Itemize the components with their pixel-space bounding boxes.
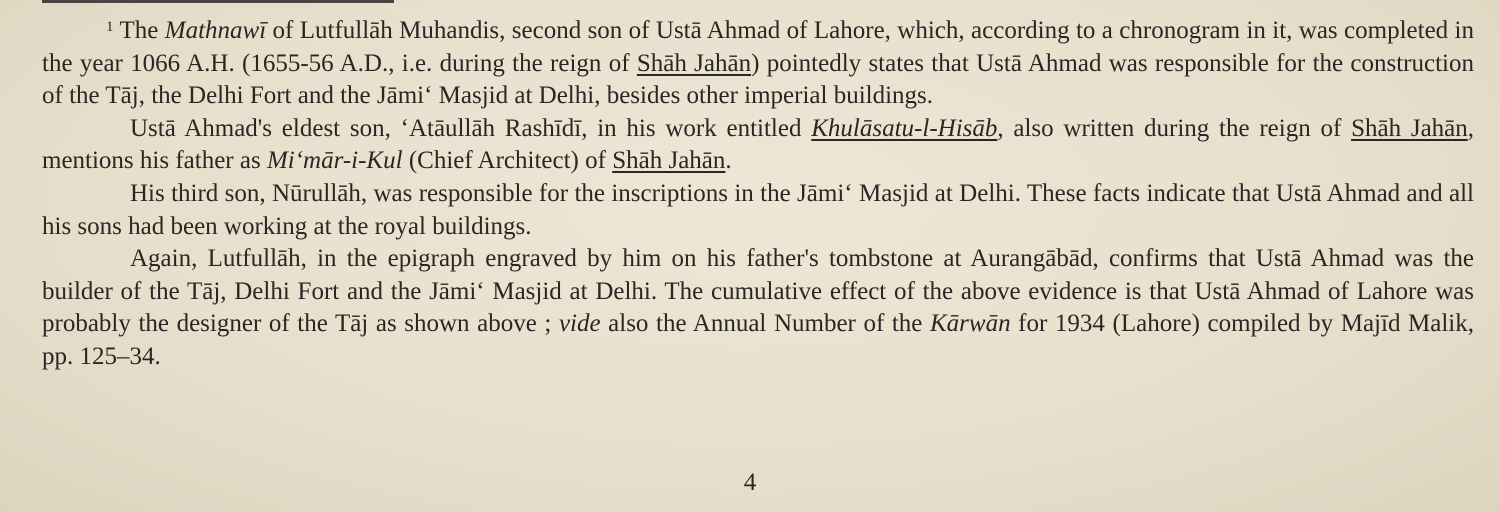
italic-word-vide: vide: [558, 310, 601, 338]
text-run: also the Annual Number of the: [600, 310, 930, 338]
page-number: 4: [743, 469, 757, 496]
footnote-paragraph-2: [42, 113, 1474, 178]
italic-title-mimar: Mi‘mār-i-Kul: [266, 147, 403, 175]
footnote-separator-rule: [42, 0, 394, 3]
underlined-name: Shāh Jahān: [636, 49, 752, 77]
footnote-marker: 1: [106, 19, 114, 35]
footnote-block: [42, 15, 1474, 374]
text-run: The: [119, 17, 165, 44]
text-run: Ustā Ahmad's eldest son, ‘Atāullāh Rashīdī, in his work entitled: [130, 114, 812, 142]
underlined-name: Shāh Jahān: [612, 147, 726, 175]
text-run: .: [725, 147, 732, 175]
footnote-paragraph-1: [42, 15, 1474, 113]
text-run: Again, Lutfullāh, in the epigraph engraved by him on his father's tombstone at Aurangābād, confirms that Ustā Ahmad was the builder of the Tāj, Delhi Fort and the Jāmi‘ Masjid at Delhi. The cumulative effect of the above evidence is that Ustā Ahmad of Lahore was probably the designer of the Tāj as shown above ;: [42, 245, 1474, 338]
text-run: ) pointedly states that Ustā Ahmad was responsible for the construction of the Tāj, the Delhi Fort and the Jāmi‘ Masjid at Delhi, besides other imperial buildings.: [42, 49, 1474, 110]
italic-title-karwan: Kārwān: [930, 310, 1011, 338]
text-run: , mentions his father as: [42, 114, 1475, 175]
italic-title-khulasatu: Khulāsatu-l-Hisāb: [811, 114, 998, 142]
footnote-paragraph-3: [42, 178, 1474, 243]
text-run: (Chief Architect) of: [402, 147, 613, 175]
text-run: , also written during the reign of: [997, 114, 1352, 142]
italic-title-mathnawi: Mathnawī: [164, 17, 267, 44]
footnote-paragraph-4: [42, 243, 1474, 373]
underlined-name: Shāh Jahān: [1351, 114, 1468, 142]
text-run: for 1934 (Lahore) compiled by Majīd Malik, pp. 125–34.: [42, 310, 1474, 370]
text-run: His third son, Nūrullāh, was responsible for the inscriptions in the Jāmi‘ Masjid at Delhi. These facts indicate that Ustā Ahmad and all his sons had been working at the royal buildings.: [42, 179, 1474, 240]
text-run: of Lutfullāh Muhandis, second son of Ustā Ahmad of Lahore, which, according to a chronogram in it, was completed in the year 1066 A.H. (1655-56 A.D., i.e. during the reign of: [42, 17, 1474, 77]
